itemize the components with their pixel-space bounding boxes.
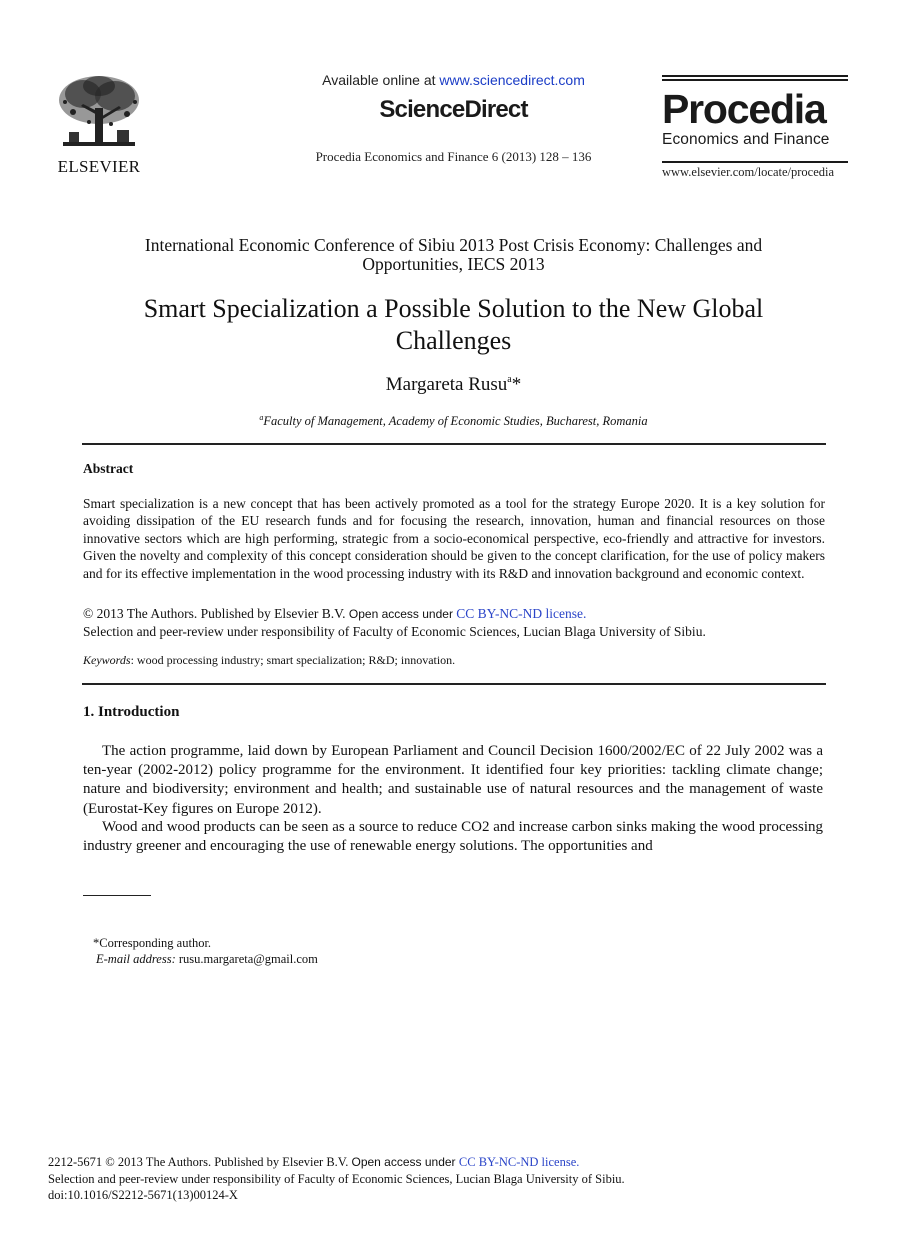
- procedia-url[interactable]: www.elsevier.com/locate/procedia: [662, 164, 835, 179]
- copyright-text: © 2013 The Authors. Published by Elsevier B.V.: [83, 606, 349, 621]
- paper-title: Smart Specialization a Possible Solution to the New Global Challenges: [143, 294, 764, 355]
- procedia-logo: [662, 75, 848, 180]
- abstract-heading: Abstract: [83, 461, 134, 476]
- affiliation: [150, 413, 757, 429]
- author-affiliation-mark: a: [507, 374, 512, 385]
- footer-peer-review: Selection and peer-review under responsibility of Faculty of Economic Sciences, Lucian Blaga University of Sibiu.: [48, 1171, 625, 1186]
- footer-copyright: 2212-5671 © 2013 The Authors. Published by Elsevier B.V.: [48, 1155, 352, 1169]
- footer-doi[interactable]: doi:10.1016/S2212-5671(13)00124-X: [48, 1188, 238, 1202]
- procedia-rule-bottom: [662, 161, 848, 163]
- license-link[interactable]: CC BY-NC-ND license.: [456, 606, 587, 621]
- divider-bottom: [82, 683, 826, 685]
- keywords: [83, 653, 825, 668]
- procedia-rule-top-2: [662, 79, 848, 81]
- page-footer: [48, 1154, 868, 1204]
- peer-review-text: Selection and peer-review under responsibility of Faculty of Economic Sciences, Lucian Blaga University of Sibiu.: [83, 624, 706, 639]
- keywords-list: : wood processing industry; smart specialization; R&D; innovation.: [130, 653, 456, 667]
- availability-prefix: Available online at: [322, 72, 440, 88]
- author-name: Margareta Rusu: [385, 374, 508, 395]
- open-access-text: Open access under: [348, 607, 457, 621]
- affiliation-mark: a: [259, 413, 264, 422]
- journal-reference: Procedia Economics and Finance 6 (2013) 128 – 136: [315, 149, 592, 164]
- center-header: [200, 72, 707, 165]
- divider-top: [82, 443, 826, 445]
- email-address[interactable]: rusu.margareta@gmail.com: [175, 952, 318, 966]
- abstract-copyright: [83, 605, 825, 640]
- procedia-subtitle: Economics and Finance: [662, 131, 830, 148]
- footer-license-link[interactable]: CC BY-NC-ND license.: [458, 1155, 580, 1169]
- footnote-corresponding: *Corresponding author.: [93, 936, 212, 950]
- elsevier-logo: [50, 72, 148, 177]
- conference-name: International Economic Conference of Sibiu 2013 Post Crisis Economy: Challenges and Opportunities, IECS 2013: [144, 235, 763, 274]
- intro-paragraph-2: Wood and wood products can be seen as a source to reduce CO2 and increase carbon sinks making the wood processing industry greener and encouraging the use of renewable energy solutions. The opportunities and: [83, 819, 823, 855]
- sciencedirect-link[interactable]: www.sciencedirect.com: [439, 72, 585, 88]
- sciencedirect-logo: ScienceDirect: [379, 96, 528, 123]
- email-label: E-mail address:: [96, 952, 176, 966]
- elsevier-tree-icon: [53, 72, 145, 156]
- affiliation-text: Faculty of Management, Academy of Economic Studies, Bucharest, Romania: [263, 414, 648, 429]
- footnote-rule: [83, 895, 151, 896]
- footnote-email: [96, 952, 318, 967]
- elsevier-wordmark: ELSEVIER: [57, 157, 141, 176]
- abstract-body: Smart specialization is a new concept that has been actively promoted as a tool for the strategy Europe 2020. It is a key solution for avoiding dissipation of the EU research funds and for focusing the research, innovation, human and financial resources on those innovative sectors which are high performing, strategic from a socio-economical perspective, eco-friendly and attractive for investors. Given the novelty and complexity of this concept consideration should be given to the concept clarification, for the use of policy makers and for its effective implementation in the wood processing industry with its R&D and innovation background and economic context.: [83, 496, 825, 581]
- author-line: [200, 374, 707, 396]
- footer-open-access: Open access under: [351, 1155, 459, 1169]
- section-heading-introduction: 1. Introduction: [83, 704, 180, 720]
- keywords-label: Keywords: [83, 653, 131, 667]
- intro-paragraph-1: The action programme, laid down by European Parliament and Council Decision 1600/2002/EC of 22 July 2002 was a ten-year (2002-2012) policy programme for the environment. It identified four key priorities: tackling climate change; nature and biodiversity; environment and health; and sustainable use of natural resources and the management of waste (Eurostat-Key figures on Europe 2012).: [83, 743, 823, 817]
- procedia-wordmark: Procedia: [662, 86, 826, 132]
- procedia-rule-top: [662, 75, 848, 77]
- availability-line: [200, 72, 707, 88]
- corresponding-star: *: [511, 374, 522, 395]
